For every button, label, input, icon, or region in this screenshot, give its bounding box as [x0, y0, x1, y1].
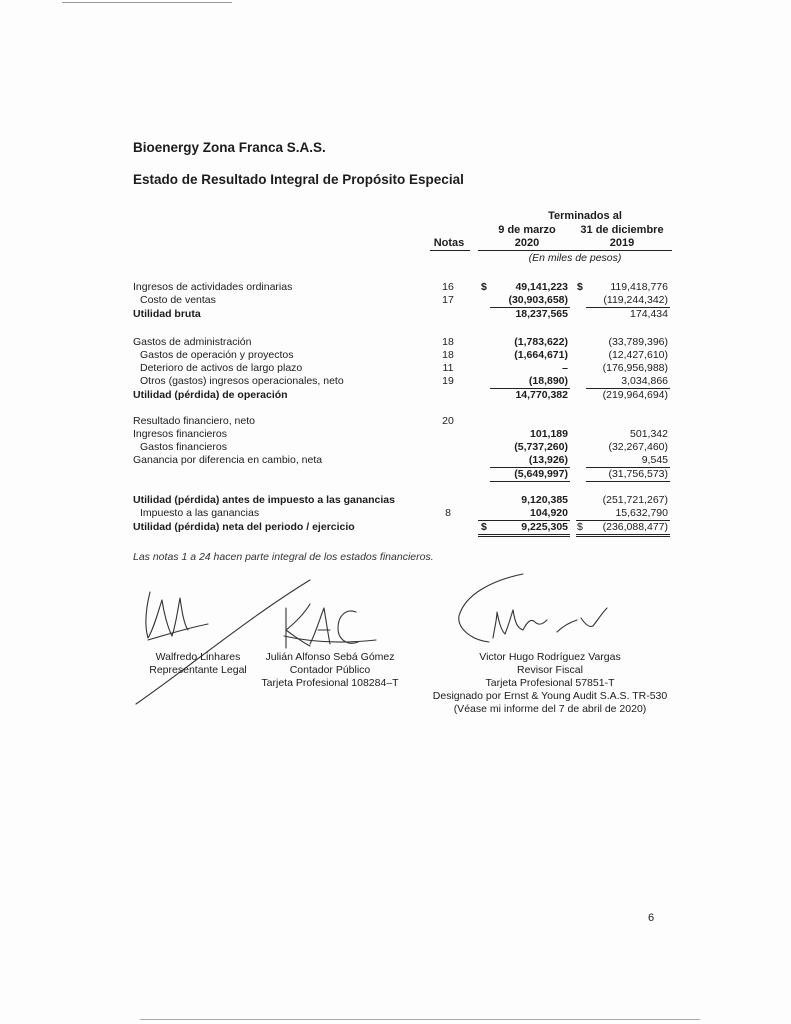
value-2019: 3,034,866 [621, 375, 668, 387]
company-name: Bioenergy Zona Franca S.A.S. [133, 140, 326, 155]
value-2020: (5,649,997) [514, 468, 568, 480]
row-label: Utilidad (pérdida) antes de impuesto a las ganancias [133, 494, 395, 506]
value-2020: (30,903,658) [508, 294, 568, 306]
header-col2-line1: 31 de diciembre [580, 224, 664, 236]
row-label: Impuesto a las ganancias [140, 507, 260, 519]
value-2020: 9,225,305 [521, 521, 568, 533]
value-2019: 15,632,790 [615, 507, 668, 519]
value-2019: (33,789,396) [608, 336, 668, 348]
row-label: Ganancia por diferencia en cambio, neta [133, 454, 323, 466]
row-note: 8 [445, 507, 451, 519]
row-note: 17 [442, 294, 454, 306]
row-label: Deterioro de activos de largo plazo [140, 362, 303, 374]
value-2019: (251,721,267) [602, 494, 668, 506]
value-2020: 104,920 [530, 507, 568, 519]
row-label: Gastos financieros [140, 441, 227, 453]
signatory-firm: Designado por Ernst & Young Audit S.A.S. TR-530 [432, 690, 668, 702]
row-label: Ingresos de actividades ordinarias [133, 281, 293, 293]
row-label: Ingresos financieros [133, 428, 227, 440]
header-underline-values [478, 250, 672, 251]
value-2019: (176,956,988) [602, 362, 668, 374]
scan-bottom-line [140, 1019, 700, 1020]
subtotal-line [586, 481, 670, 482]
row-label: Gastos de operación y proyectos [140, 349, 294, 361]
row-label: Costo de ventas [140, 294, 216, 306]
value-2019: (119,244,342) [603, 294, 668, 306]
row-label: Utilidad (pérdida) neta del periodo / ejercicio [133, 521, 355, 533]
scan-top-line [62, 2, 232, 3]
value-2019: (12,427,610) [608, 349, 668, 361]
row-label: Utilidad (pérdida) de operación [133, 389, 288, 401]
value-2019: (31,756,573) [608, 468, 668, 480]
footnote: Las notas 1 a 24 hacen parte integral de los estados financieros. [133, 551, 434, 563]
value-2019: 501,342 [630, 428, 668, 440]
value-2020: 101,189 [530, 428, 568, 440]
value-2019: 119,418,776 [610, 281, 668, 293]
signature-victor-rodriguez [453, 568, 613, 658]
currency-symbol: $ [481, 281, 487, 293]
row-note: 18 [442, 336, 454, 348]
header-col2-line2: 2019 [609, 237, 635, 249]
value-2020: 9,120,385 [521, 494, 568, 506]
units-label: (En miles de pesos) [528, 252, 622, 264]
header-notas: Notas [433, 237, 465, 249]
subtotal-line [490, 481, 570, 482]
signatory-professional-card: Tarjeta Profesional 57851-T [485, 677, 615, 689]
total-double-line [478, 534, 570, 537]
row-note: 16 [442, 281, 454, 293]
value-2020: (18,890) [528, 375, 568, 387]
signatory-role: Revisor Fiscal [517, 664, 583, 676]
value-2020: – [562, 362, 568, 374]
row-label: Resultado financiero, neto [133, 415, 255, 427]
value-2020: (5,737,260) [514, 441, 568, 453]
value-2020: (13,926) [528, 454, 568, 466]
row-label: Otros (gastos) ingresos operacionales, neto [140, 375, 344, 387]
row-label: Gastos de administración [133, 336, 252, 348]
signatory-name: Walfredo Linhares [155, 651, 241, 663]
signatory-role: Representante Legal [149, 664, 247, 676]
signature-julian-seba [280, 596, 380, 654]
header-underline-notas [430, 250, 470, 251]
value-2019: (219,964,694) [602, 389, 668, 401]
signatory-role: Contador Público [289, 664, 371, 676]
value-2020: (1,664,671) [514, 349, 568, 361]
value-2019: (236,088,477) [602, 521, 668, 533]
signatory-name: Julián Alfonso Sebá Gómez [265, 651, 395, 663]
value-2019: 174,434 [630, 308, 668, 320]
header-terminados: Terminados al [548, 210, 622, 222]
currency-symbol: $ [577, 521, 583, 533]
statement-title: Estado de Resultado Integral de Propósito Especial [133, 172, 464, 187]
row-note: 20 [442, 415, 454, 427]
row-note: 18 [442, 349, 454, 361]
row-note: 19 [442, 375, 454, 387]
row-note: 11 [442, 362, 454, 374]
value-2020: 49,141,223 [515, 281, 568, 293]
value-2020: (1,783,622) [514, 336, 568, 348]
currency-symbol: $ [577, 281, 583, 293]
signatory-report-reference: (Véase mi informe del 7 de abril de 2020) [453, 703, 647, 715]
signatory-professional-card: Tarjeta Profesional 108284–T [261, 677, 399, 689]
total-double-line [576, 534, 670, 537]
value-2020: 14,770,382 [515, 389, 568, 401]
currency-symbol: $ [481, 521, 487, 533]
value-2020: 18,237,565 [515, 308, 568, 320]
signatory-name: Victor Hugo Rodríguez Vargas [479, 651, 621, 663]
value-2019: 9,545 [641, 454, 668, 466]
page-number: 6 [648, 912, 655, 924]
value-2019: (32,267,460) [608, 441, 668, 453]
header-col1-line1: 9 de marzo [498, 224, 556, 236]
header-col1-line2: 2020 [514, 237, 540, 249]
row-label: Utilidad bruta [133, 308, 201, 320]
